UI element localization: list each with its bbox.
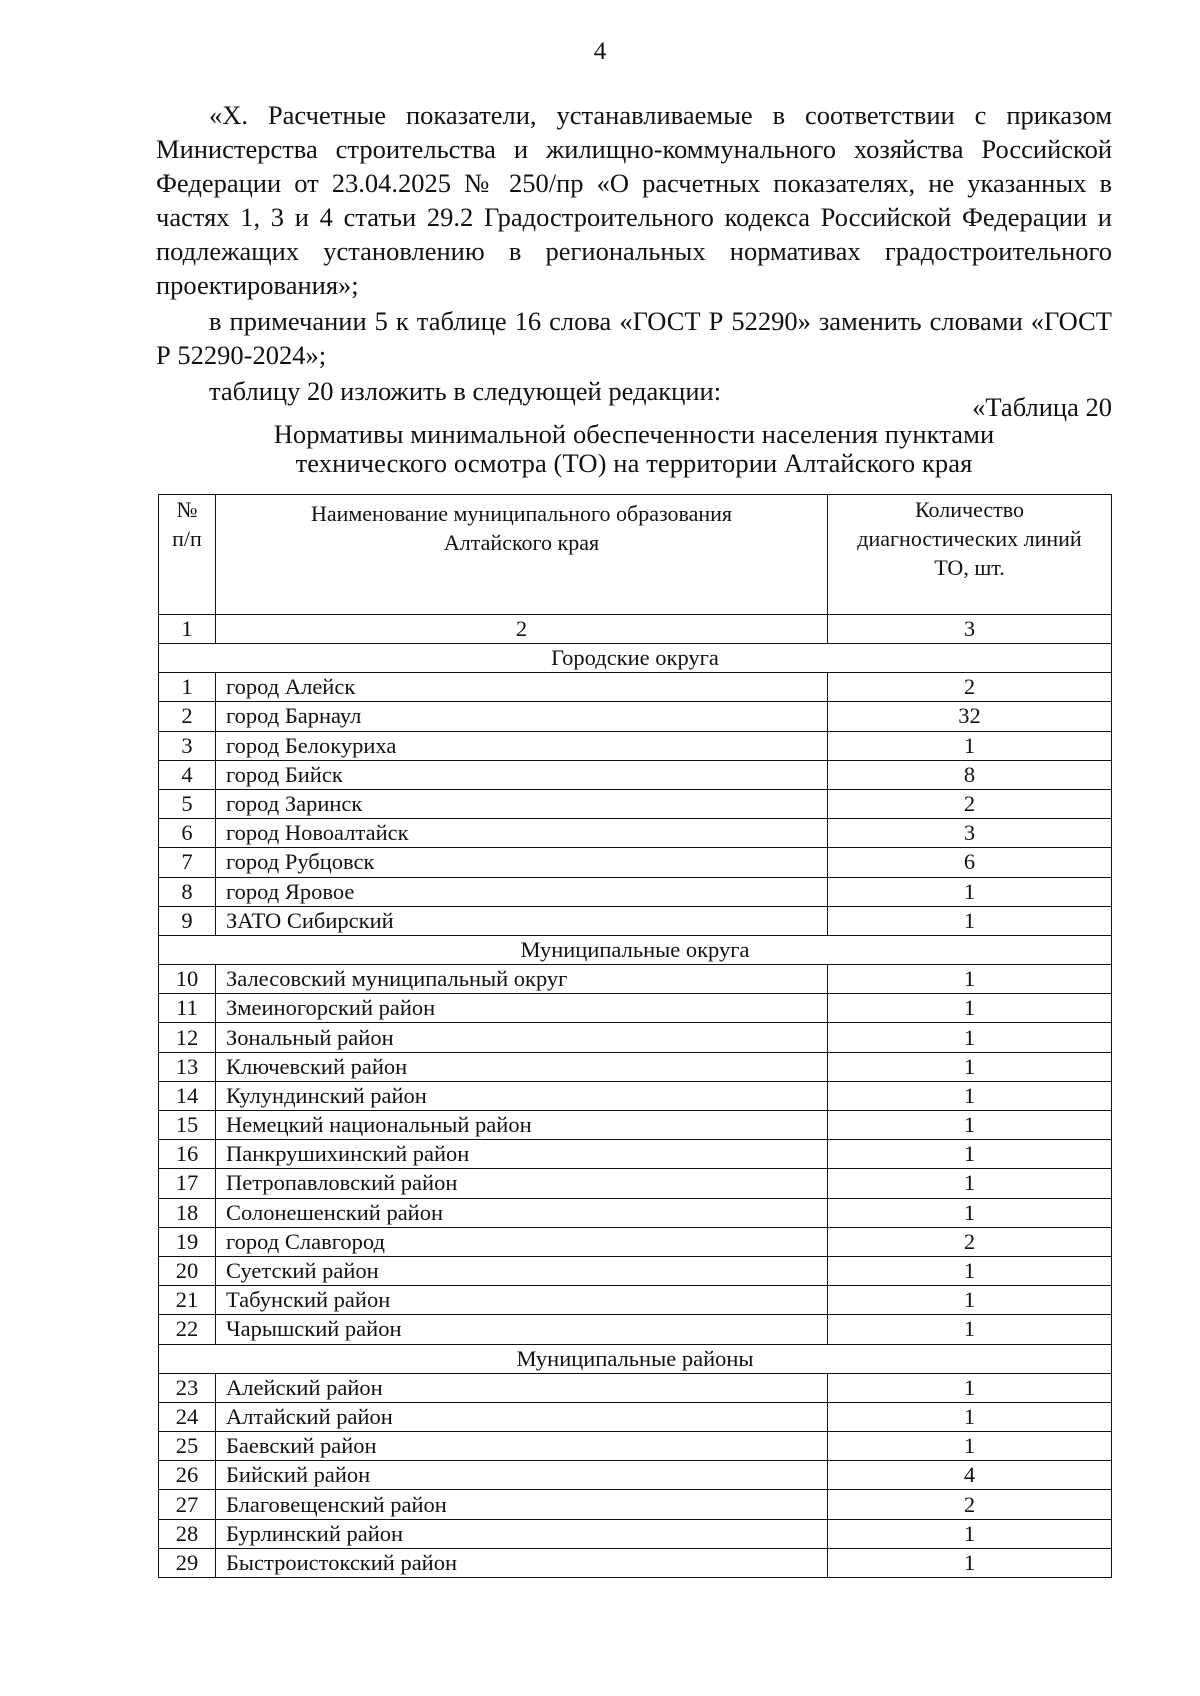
diagnostic-lines-count: 1 [828, 1081, 1112, 1110]
row-number: 6 [159, 819, 216, 848]
municipality-name: город Славгород [216, 1227, 828, 1256]
row-number: 24 [159, 1402, 216, 1431]
municipality-name: ЗАТО Сибирский [216, 906, 828, 935]
row-number: 5 [159, 789, 216, 818]
row-number: 19 [159, 1227, 216, 1256]
diagnostic-lines-count: 1 [828, 1140, 1112, 1169]
municipality-name: город Новоалтайск [216, 819, 828, 848]
table-row [159, 1315, 1112, 1344]
row-number: 25 [159, 1432, 216, 1461]
paragraph-amendment-x: «Х. Расчетные показатели, устанавливаемые в соответствии с приказом Министерства строительства и жилищно-коммунального хозяйства Российской Федерации от 23.04.2025 № 250/пр «О расчетных показателях, не указанных в частях 1, 3 и 4 статьи 29.2 Градостроительного кодекса Российской Федерации и подлежащих установлению в региональных нормативах градостроительного проектирования»; [156, 100, 1112, 300]
row-number: 29 [159, 1548, 216, 1577]
table-title-line-2: технического осмотра (ТО) на территории Алтайского края [295, 448, 973, 478]
municipality-name: Панкрушихинский район [216, 1140, 828, 1169]
municipality-name: Суетский район [216, 1256, 828, 1285]
row-number: 18 [159, 1198, 216, 1227]
table-row [159, 760, 1112, 789]
diagnostic-lines-count: 1 [828, 1373, 1112, 1402]
municipality-name: Бийский район [216, 1461, 828, 1490]
norms-table [158, 494, 1112, 1578]
table-body [159, 615, 1112, 1578]
table-row [159, 731, 1112, 760]
table-row [159, 848, 1112, 877]
municipality-name: Табунский район [216, 1286, 828, 1315]
section-header-row [159, 935, 1112, 964]
diagnostic-lines-count: 1 [828, 1548, 1112, 1577]
table-label: «Таблица 20 [972, 392, 1112, 422]
body-text [156, 98, 1112, 408]
header-municipality: Наименование муниципального образования Алтайского края [216, 495, 828, 615]
table-title-line-1: Нормативы минимальной обеспеченности населения пунктами [273, 419, 995, 449]
table-row [159, 1169, 1112, 1198]
row-number: 2 [159, 702, 216, 731]
row-number: 9 [159, 906, 216, 935]
table-row [159, 789, 1112, 818]
municipality-name: город Рубцовск [216, 848, 828, 877]
table-row [159, 819, 1112, 848]
row-number: 14 [159, 1081, 216, 1110]
row-number: 17 [159, 1169, 216, 1198]
diagnostic-lines-count: 2 [828, 1490, 1112, 1519]
municipality-name: Залесовский муниципальный округ [216, 965, 828, 994]
row-number: 10 [159, 965, 216, 994]
table-row [159, 965, 1112, 994]
diagnostic-lines-count: 1 [828, 1432, 1112, 1461]
row-number: 8 [159, 877, 216, 906]
row-number: 23 [159, 1373, 216, 1402]
table-row [159, 1081, 1112, 1110]
diagnostic-lines-count: 1 [828, 1519, 1112, 1548]
header-number: № п/п [159, 495, 216, 615]
diagnostic-lines-count: 2 [828, 789, 1112, 818]
diagnostic-lines-count: 1 [828, 1198, 1112, 1227]
diagnostic-lines-count: 1 [828, 877, 1112, 906]
column-number: 3 [828, 615, 1112, 644]
diagnostic-lines-count: 2 [828, 673, 1112, 702]
diagnostic-lines-count: 4 [828, 1461, 1112, 1490]
row-number: 13 [159, 1052, 216, 1081]
municipality-name: город Барнаул [216, 702, 828, 731]
table-row [159, 1519, 1112, 1548]
municipality-name: Алейский район [216, 1373, 828, 1402]
table-row [159, 673, 1112, 702]
row-number: 27 [159, 1490, 216, 1519]
municipality-name: Зональный район [216, 1023, 828, 1052]
table-row [159, 702, 1112, 731]
table-row [159, 1432, 1112, 1461]
diagnostic-lines-count: 1 [828, 731, 1112, 760]
diagnostic-lines-count: 1 [828, 965, 1112, 994]
municipality-name: Благовещенский район [216, 1490, 828, 1519]
table-row [159, 1490, 1112, 1519]
row-number: 3 [159, 731, 216, 760]
section-title: Муниципальные районы [159, 1344, 1112, 1373]
row-number: 21 [159, 1286, 216, 1315]
municipality-name: Кулундинский район [216, 1081, 828, 1110]
row-number: 16 [159, 1140, 216, 1169]
paragraph-table-20: таблицу 20 изложить в следующей редакции: [209, 376, 722, 406]
row-number: 22 [159, 1315, 216, 1344]
section-title: Городские округа [159, 644, 1112, 673]
row-number: 26 [159, 1461, 216, 1490]
row-number: 20 [159, 1256, 216, 1285]
municipality-name: Алтайский район [216, 1402, 828, 1431]
diagnostic-lines-count: 8 [828, 760, 1112, 789]
header-diagnostic-lines: Количество диагностических линий ТО, шт. [828, 495, 1112, 615]
table-row [159, 1227, 1112, 1256]
table-row [159, 1402, 1112, 1431]
column-number: 1 [159, 615, 216, 644]
diagnostic-lines-count: 1 [828, 1023, 1112, 1052]
table-row [159, 1548, 1112, 1577]
municipality-name: Быстроистокский район [216, 1548, 828, 1577]
municipality-name: город Алейск [216, 673, 828, 702]
diagnostic-lines-count: 1 [828, 1169, 1112, 1198]
diagnostic-lines-count: 3 [828, 819, 1112, 848]
diagnostic-lines-count: 1 [828, 906, 1112, 935]
table-row [159, 1052, 1112, 1081]
row-number: 11 [159, 994, 216, 1023]
table-header-row [159, 495, 1112, 615]
diagnostic-lines-count: 6 [828, 848, 1112, 877]
row-number: 12 [159, 1023, 216, 1052]
row-number: 4 [159, 760, 216, 789]
section-title: Муниципальные округа [159, 935, 1112, 964]
municipality-name: Немецкий национальный район [216, 1111, 828, 1140]
table-title [156, 420, 1112, 478]
diagnostic-lines-count: 1 [828, 1256, 1112, 1285]
diagnostic-lines-count: 2 [828, 1227, 1112, 1256]
table-row [159, 994, 1112, 1023]
row-number: 7 [159, 848, 216, 877]
table-row [159, 1286, 1112, 1315]
row-number: 28 [159, 1519, 216, 1548]
municipality-name: Солонешенский район [216, 1198, 828, 1227]
diagnostic-lines-count: 1 [828, 1286, 1112, 1315]
table-row [159, 1023, 1112, 1052]
diagnostic-lines-count: 1 [828, 1111, 1112, 1140]
column-number-row [159, 615, 1112, 644]
table-row [159, 1373, 1112, 1402]
municipality-name: город Белокуриха [216, 731, 828, 760]
municipality-name: город Бийск [216, 760, 828, 789]
municipality-name: город Заринск [216, 789, 828, 818]
table-row [159, 1111, 1112, 1140]
column-number: 2 [216, 615, 828, 644]
municipality-name: Змеиногорский район [216, 994, 828, 1023]
diagnostic-lines-count: 1 [828, 1402, 1112, 1431]
municipality-name: город Яровое [216, 877, 828, 906]
paragraph-note-5: в примечании 5 к таблице 16 слова «ГОСТ Р 52290» заменить словами «ГОСТ Р 52290-2024»; [156, 306, 1112, 370]
diagnostic-lines-count: 1 [828, 994, 1112, 1023]
page-number: 4 [593, 38, 607, 65]
municipality-name: Чарышский район [216, 1315, 828, 1344]
diagnostic-lines-count: 32 [828, 702, 1112, 731]
row-number: 15 [159, 1111, 216, 1140]
row-number: 1 [159, 673, 216, 702]
section-header-row [159, 644, 1112, 673]
municipality-name: Бурлинский район [216, 1519, 828, 1548]
municipality-name: Ключевский район [216, 1052, 828, 1081]
table-row [159, 1198, 1112, 1227]
table-row [159, 1256, 1112, 1285]
section-header-row [159, 1344, 1112, 1373]
table-row [159, 1140, 1112, 1169]
table-row [159, 877, 1112, 906]
diagnostic-lines-count: 1 [828, 1315, 1112, 1344]
table-row [159, 906, 1112, 935]
diagnostic-lines-count: 1 [828, 1052, 1112, 1081]
table-row [159, 1461, 1112, 1490]
municipality-name: Петропавловский район [216, 1169, 828, 1198]
municipality-name: Баевский район [216, 1432, 828, 1461]
